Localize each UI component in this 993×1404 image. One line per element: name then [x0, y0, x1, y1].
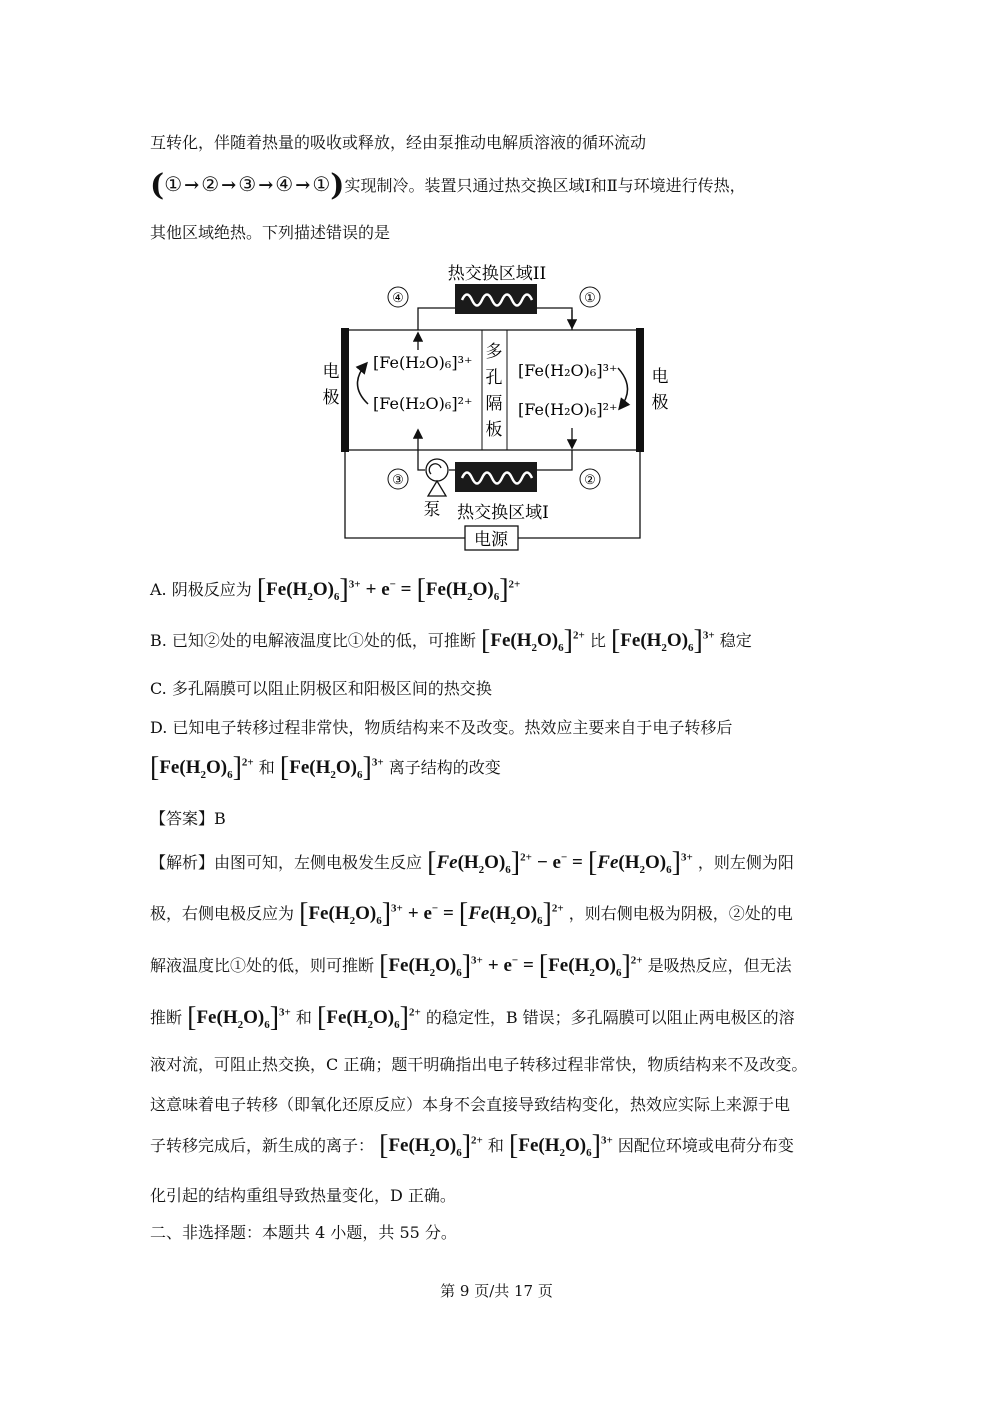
electrolysis-diagram: [300, 255, 700, 555]
svg-text:隔: 隔: [485, 394, 503, 414]
svg-text:极: 极: [322, 388, 340, 408]
analysis-line-8: 化引起的结构重组导致热量变化，D 正确。: [150, 1186, 456, 1205]
analysis-line-3: 解液温度比①处的低，则可推断 $[Fe(H_2O)_6]^{3+} + e^- = [Fe(H_2O)_6]^{2+}$ 是吸热反应，但无法: [150, 950, 792, 981]
heat-zone-1-label: 热交换区域I: [457, 503, 549, 523]
svg-text:极: 极: [651, 393, 669, 413]
heat-zone-2-label: 热交换区域II: [447, 264, 547, 284]
option-d-line-1: D. 已知电子转移过程非常快，物质结构来不及改变。热效应主要来自于电子转移后: [150, 718, 733, 737]
intro-line-2: (① → ② → ③ → ④ → ①)实现制冷。装置只通过热交换区域Ⅰ和Ⅱ与环境进行传热，: [150, 168, 746, 203]
pump-icon: [426, 459, 448, 496]
heat-exchanger-2: [455, 284, 537, 314]
page-footer: 第 9 页/共 17 页: [440, 1282, 553, 1300]
section-2-heading: 二、非选择题：本题共 4 小题，共 55 分。: [150, 1223, 457, 1242]
svg-text:孔: 孔: [485, 368, 503, 388]
svg-text:电: 电: [322, 362, 340, 382]
option-d-line-2: $[Fe(H_2O)_6]^{2+}$ 和 $[Fe(H_2O)_6]^{3+}$ 离子结构的改变: [150, 752, 501, 783]
circle-4: ④: [392, 291, 404, 306]
analysis-line-4: 推断 $[Fe(H_2O)_6]^{3+}$ 和 $[Fe(H_2O)_6]^{2+}$ 的稳定性，B 错误；多孔隔膜可以阻止两电极区的溶: [150, 1002, 795, 1033]
right-electrode: [636, 328, 644, 452]
option-a: A. 阴极反应为 $[Fe(H_2O)_6]^{3+} + e^- = [Fe(H_2O)_6]^{2+}$: [150, 574, 521, 605]
heat-exchanger-1: [455, 462, 537, 492]
circle-1: ①: [584, 291, 596, 306]
svg-text:电: 电: [651, 367, 669, 387]
ion-right-3: [Fe(H₂O)₆]³⁺: [518, 361, 618, 380]
analysis-line-7: 子转移完成后，新生成的离子： $[Fe(H_2O)_6]^{2+}$ 和 $[Fe(H_2O)_6]^{3+}$ 因配位环境或电荷分布变: [150, 1130, 794, 1161]
left-electrode: [341, 328, 349, 452]
analysis-line-2: 极，右侧电极反应为 $[Fe(H_2O)_6]^{3+} + e^- = [Fe(H_2O)_6]^{2+}$ ，则右侧电极为阴极，②处的电: [150, 898, 793, 929]
analysis-line-6: 这意味着电子转移（即氧化还原反应）本身不会直接导致结构变化，热效应实际上来源于电: [150, 1095, 791, 1114]
circle-3: ③: [392, 473, 404, 488]
svg-text:泵: 泵: [423, 500, 441, 520]
svg-text:电源: 电源: [474, 530, 508, 550]
intro-line-1: 互转化，伴随着热量的吸收或释放，经由泵推动电解质溶液的循环流动: [150, 133, 647, 152]
option-b: B. 已知②处的电解液温度比①处的低，可推断 $[Fe(H_2O)_6]^{2+}$ 比 $[Fe(H_2O)_6]^{3+}$ 稳定: [150, 625, 752, 656]
analysis-line-1: 【解析】由图可知，左侧电极发生反应 $[Fe(H_2O)_6]^{2+} - e^- = [Fe(H_2O)_6]^{3+}$ ，则左侧为阳: [150, 847, 794, 878]
analysis-line-5: 液对流，可阻止热交换，C 正确；题干明确指出电子转移过程非常快，物质结构来不及改变。: [150, 1055, 808, 1074]
option-c: C. 多孔隔膜可以阻止阴极区和阳极区间的热交换: [150, 679, 492, 698]
ion-left-3: [Fe(H₂O)₆]³⁺: [373, 353, 473, 372]
circle-2: ②: [584, 473, 596, 488]
svg-text:多: 多: [485, 342, 503, 362]
intro-line-3: 其他区域绝热。下列描述错误的是: [150, 223, 391, 242]
ion-right-2: [Fe(H₂O)₆]²⁺: [518, 400, 618, 419]
svg-text:板: 板: [485, 420, 503, 440]
ion-left-2: [Fe(H₂O)₆]²⁺: [373, 394, 473, 413]
answer: 【答案】B: [150, 809, 226, 828]
